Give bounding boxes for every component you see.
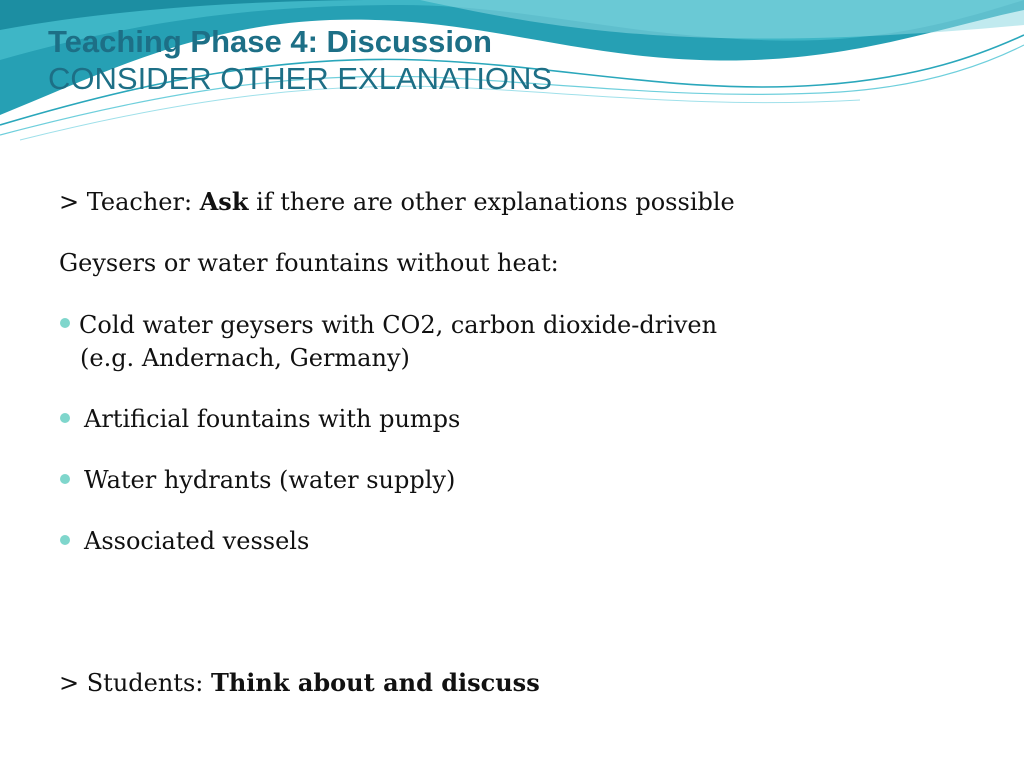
- bullet-1-line-1: Cold water geysers with CO2, carbon dioxide-driven: [79, 311, 718, 339]
- bullet-dot: [60, 474, 70, 484]
- intro-line: Geysers or water fountains without heat:: [59, 249, 559, 277]
- bullet-3: Water hydrants (water supply): [84, 466, 456, 494]
- students-line: [59, 668, 540, 698]
- teacher-line: [59, 187, 735, 217]
- bullet-dot: [60, 318, 70, 328]
- students-prefix: > Students:: [59, 669, 211, 697]
- slide-subtitle: CONSIDER OTHER EXLANATIONS: [48, 61, 553, 96]
- teacher-prefix: > Teacher:: [59, 188, 200, 216]
- bullet-dot: [60, 535, 70, 545]
- slide-title: Teaching Phase 4: Discussion: [48, 24, 492, 59]
- teacher-ask: Ask: [199, 187, 249, 216]
- bullet-1-line-2: (e.g. Andernach, Germany): [80, 344, 410, 372]
- bullet-2: Artificial fountains with pumps: [84, 405, 461, 433]
- bullet-dot: [60, 413, 70, 423]
- students-action: Think about and discuss: [210, 668, 540, 697]
- bullet-4: Associated vessels: [84, 527, 310, 555]
- teacher-rest: if there are other explanations possible: [248, 188, 735, 216]
